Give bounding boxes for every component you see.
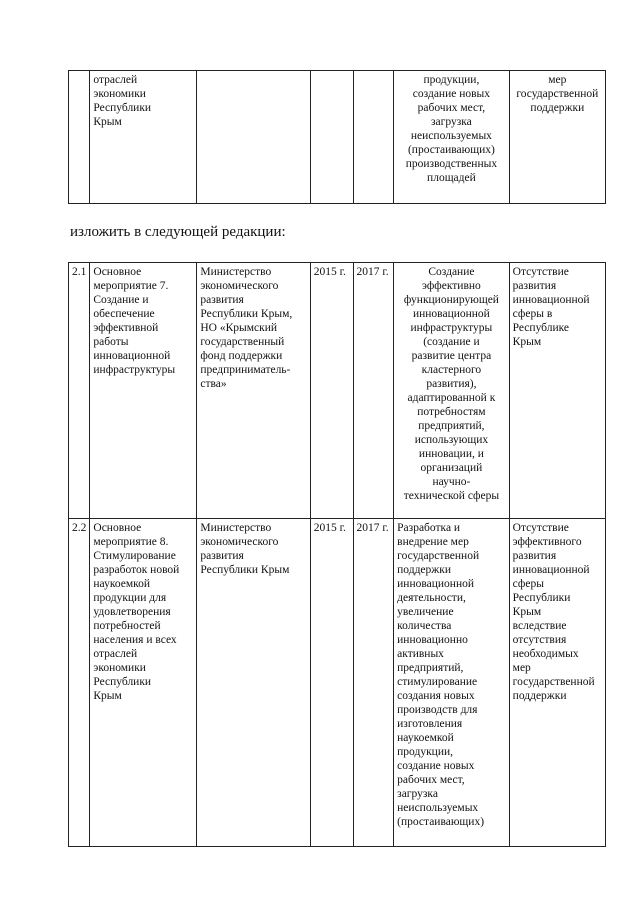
cell-consequences: Отсутствие эффективного развития инновационной сферы Республики Крым вследствие отсутствия необходимых мер государственной поддержки — [509, 519, 605, 847]
cell-result: продукции, создание новых рабочих мест, загрузка неиспользуемых (простаивающих) производственных площадей — [394, 71, 510, 204]
cell-activity: отраслей экономики Республики Крым — [90, 71, 197, 204]
cell-consequences: Отсутствие развития инновационной сферы в Республике Крым — [509, 263, 605, 519]
cell-start: 2015 г. — [310, 263, 353, 519]
cell-end — [353, 71, 394, 204]
cell-num: 2.1 — [69, 263, 90, 519]
cell-consequences: мер государственной поддержки — [509, 71, 605, 204]
activities-table — [68, 262, 606, 847]
cell-end: 2017 г. — [353, 263, 394, 519]
table-row — [69, 71, 606, 204]
instruction-heading: изложить в следующей редакции: — [70, 224, 286, 240]
cell-end: 2017 г. — [353, 519, 394, 847]
table-row — [69, 519, 606, 847]
table-row — [69, 263, 606, 519]
cell-num: 2.2 — [69, 519, 90, 847]
cell-result: Создание эффективно функционирующей инновационной инфраструктуры (создание и развитие центра кластерного развития), адаптированной к потребностям предприятий, использующих инновации, и организаций научно- технической сферы — [394, 263, 510, 519]
cell-num — [69, 71, 90, 204]
cell-start — [310, 71, 353, 204]
cell-executor — [197, 71, 310, 204]
cell-start: 2015 г. — [310, 519, 353, 847]
cell-executor: Министерство экономического развития Республики Крым, НО «Крымский государственный фонд поддержки предприниматель- ства» — [197, 263, 310, 519]
continuation-table — [68, 70, 606, 204]
cell-executor: Министерство экономического развития Республики Крым — [197, 519, 310, 847]
cell-result: Разработка и внедрение мер государственной поддержки инновационной деятельности, увеличение количества инновационно активных предприятий, стимулирование создания новых производств для изготовления наукоемкой продукции, создание новых рабочих мест, загрузка неиспользуемых (простаивающих) — [394, 519, 510, 847]
cell-activity: Основное мероприятие 8. Стимулирование разработок новой наукоемкой продукции для удовлетворения потребностей населения и всех отраслей экономики Республики Крым — [90, 519, 197, 847]
cell-activity: Основное мероприятие 7. Создание и обеспечение эффективной работы инновационной инфраструктуры — [90, 263, 197, 519]
